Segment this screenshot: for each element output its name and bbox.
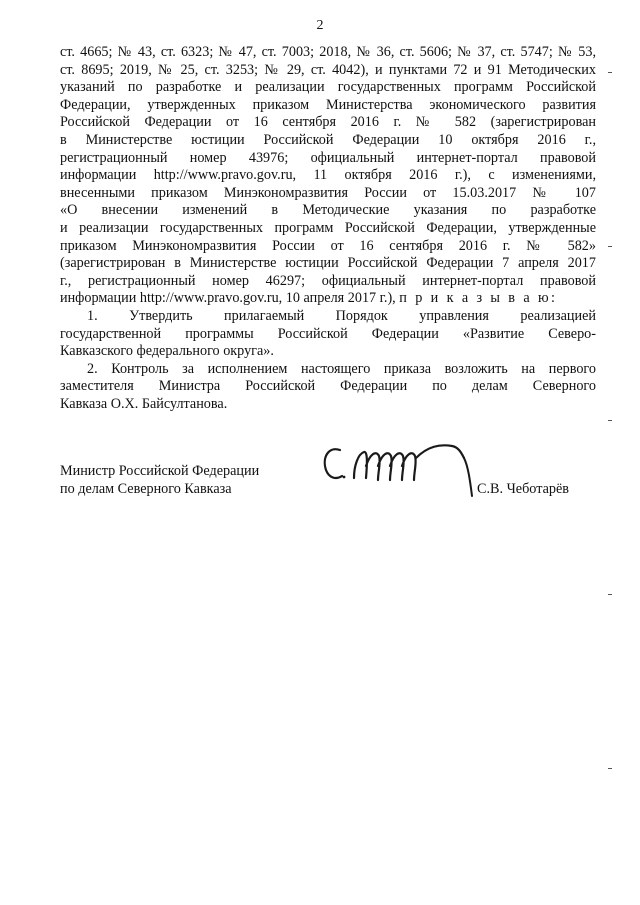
paragraph-line: ст. 8695; 2019, № 25, ст. 3253; № 29, ст. 4042), и пунктами 72 и 91 Методических — [60, 61, 596, 78]
order-item-2 — [60, 361, 596, 414]
paragraph-line: Российской Федерации от 16 сентября 2016 г. № 582 (зарегистрирован — [60, 114, 596, 131]
paragraph-line: и реализации государственных программ Российской Федерации, утвержденные — [60, 219, 596, 236]
paragraph-line-final — [60, 290, 596, 308]
paragraph-line: указаний по разработке и реализации государственных программ Российской — [60, 79, 596, 96]
item-line: заместителя Министра Российской Федерации по делам Северного — [60, 378, 596, 395]
paragraph-line: информации http://www.pravo.gov.ru, 11 октября 2016 г.), с изменениями, — [60, 167, 596, 184]
order-item-1 — [60, 308, 596, 361]
signatory-title-line: Министр Российской Федерации — [60, 463, 260, 479]
signature-block — [60, 462, 600, 498]
paragraph-line: регистрационный номер 43976; официальный интернет-портал правовой — [60, 149, 596, 166]
paragraph-line: в Министерстве юстиции Российской Федерации 10 октября 2016 г., — [60, 131, 596, 148]
paragraph-line: приказом Минэкономразвития России от 16 сентября 2016 г. № 582» — [60, 237, 596, 254]
paragraph-line: г., регистрационный номер 46297; официальный интернет-портал правовой — [60, 272, 596, 289]
item-line: Кавказского федерального округа». — [60, 343, 274, 360]
paragraph-line: ст. 4665; № 43, ст. 6323; № 47, ст. 7003; 2018, № 36, ст. 5606; № 37, ст. 5747; № 53, — [60, 44, 596, 60]
document-body — [60, 44, 596, 413]
scan-edge-mark — [608, 72, 612, 73]
order-colon: : — [551, 290, 555, 307]
item-line: Кавказа О.Х. Байсултанова. — [60, 395, 228, 412]
scan-edge-mark — [608, 420, 612, 421]
scan-edge-mark — [608, 594, 612, 595]
order-word: п р и к а з ы в а ю — [399, 290, 551, 307]
paragraph-final-text: информации http://www.pravo.gov.ru, 10 апреля 2017 г.), — [60, 290, 400, 307]
page-number: 2 — [316, 18, 324, 33]
signatory-name: С.В. Чеботарёв — [477, 481, 569, 497]
item-line: 1. Утвердить прилагаемый Порядок управления реализацией — [87, 307, 596, 324]
signatory-title-line: по делам Северного Кавказа — [60, 481, 232, 497]
preamble-paragraph — [60, 44, 596, 308]
paragraph-line: внесенными приказом Минэкономразвития России от 15.03.2017 № 107 — [60, 184, 596, 201]
item-line: 2. Контроль за исполнением настоящего приказа возложить на первого — [87, 360, 596, 377]
item-line: государственной программы Российской Федерации «Развитие Северо- — [60, 325, 596, 342]
paragraph-line: Федерации, утвержденных приказом Министерства экономического развития — [60, 96, 596, 113]
paragraph-line: (зарегистрирован в Министерстве юстиции Российской Федерации 7 апреля 2017 — [60, 255, 596, 272]
scan-edge-mark — [608, 768, 612, 769]
paragraph-line: «О внесении изменений в Методические указания по разработке — [60, 202, 596, 219]
scan-edge-mark — [608, 246, 612, 247]
